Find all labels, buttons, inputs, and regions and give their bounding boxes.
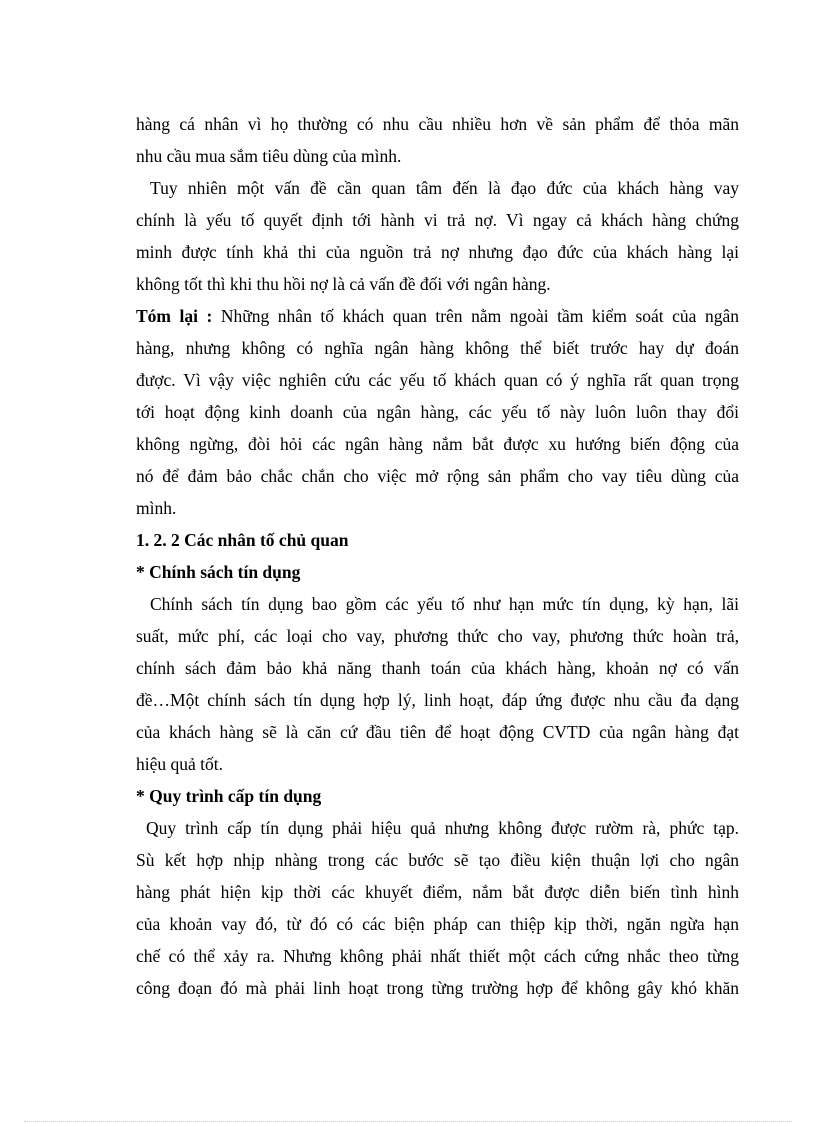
text-line: mình. [136,498,177,518]
text-line: hàng cá nhân vì họ thường có nhu cầu nhiều hơn về sản phẩm để thỏa mãn [136,114,739,134]
section-heading: 1. 2. 2 Các nhân tố chủ quan [136,530,349,550]
text-line: được. Vì vậy việc nghiên cứu các yếu tố khách quan có ý nghĩa rất quan trọng [136,370,739,390]
text-line: đề…Một chính sách tín dụng hợp lý, linh hoạt, đáp ứng được nhu cầu đa dạng [136,690,739,710]
text-line: của khoản vay đó, từ đó có các biện pháp can thiệp kịp thời, ngăn ngừa hạn [136,914,739,934]
text-line: của khách hàng sẽ là căn cứ đầu tiên để hoạt động CVTD của ngân hàng đạt [136,722,739,742]
text-line: Tuy nhiên một vấn đề cần quan tâm đến là đạo đức của khách hàng vay [150,178,739,198]
text-line: Quy trình cấp tín dụng phải hiệu quả nhưng không được rườm rà, phức tạp. [146,818,739,838]
text-line: nó để đảm bảo chắc chắn cho việc mở rộng sản phẩm cho vay tiêu dùng của [136,466,739,486]
text-line: công đoạn đó mà phải linh hoạt trong từng trường hợp để không gây khó khăn [136,978,739,998]
text-line: suất, mức phí, các loại cho vay, phương thức cho vay, phương thức hoàn trả, [136,626,739,646]
summary-label: Tóm lại : [136,306,213,326]
summary-text: Những nhân tố khách quan trên nằm ngoài tầm kiểm soát của ngân [212,306,739,326]
text-line: chính sách đảm bảo khả năng thanh toán của khách hàng, khoản nợ có vấn [136,658,739,678]
text-line: tới hoạt động kinh doanh của ngân hàng, các yếu tố này luôn luôn thay đổi [136,402,739,422]
paragraph-credit-process [136,812,739,1004]
subheading-credit-policy: * Chính sách tín dụng [136,562,301,582]
text-line: hiệu quả tốt. [136,754,223,774]
page-bottom-rule [24,1121,792,1122]
text-line: chính là yếu tố quyết định tới hành vi trả nợ. Vì ngay cả khách hàng chứng [136,210,739,230]
text-line: minh được tính khả thi của nguồn trả nợ nhưng đạo đức của khách hàng lại [136,242,739,262]
text-line: chế có thể xảy ra. Nhưng không phải nhất thiết một cách cứng nhắc theo từng [136,946,739,966]
subheading-credit-process: * Quy trình cấp tín dụng [136,786,322,806]
text-line: hàng, nhưng không có nghĩa ngân hàng không thể biết trước hay dự đoán [136,338,739,358]
paragraph-summary [136,300,739,524]
text-line: Sù kết hợp nhịp nhàng trong các bước sẽ tạo điều kiện thuận lợi cho ngân [136,850,739,870]
text-line: hàng phát hiện kịp thời các khuyết điểm, nắm bắt được diễn biến tình hình [136,882,739,902]
text-line: không tốt thì khi thu hồi nợ là cả vấn đề đối với ngân hàng. [136,274,551,294]
text-line [136,300,739,332]
document-page [136,108,739,1004]
paragraph-1 [136,108,739,172]
paragraph-2 [136,172,739,300]
paragraph-credit-policy [136,588,739,780]
text-line: không ngừng, đòi hỏi các ngân hàng nắm bắt được xu hướng biến động của [136,434,739,454]
text-line: nhu cầu mua sắm tiêu dùng của mình. [136,146,402,166]
text-line: Chính sách tín dụng bao gồm các yếu tố như hạn mức tín dụng, kỳ hạn, lãi [150,594,739,614]
